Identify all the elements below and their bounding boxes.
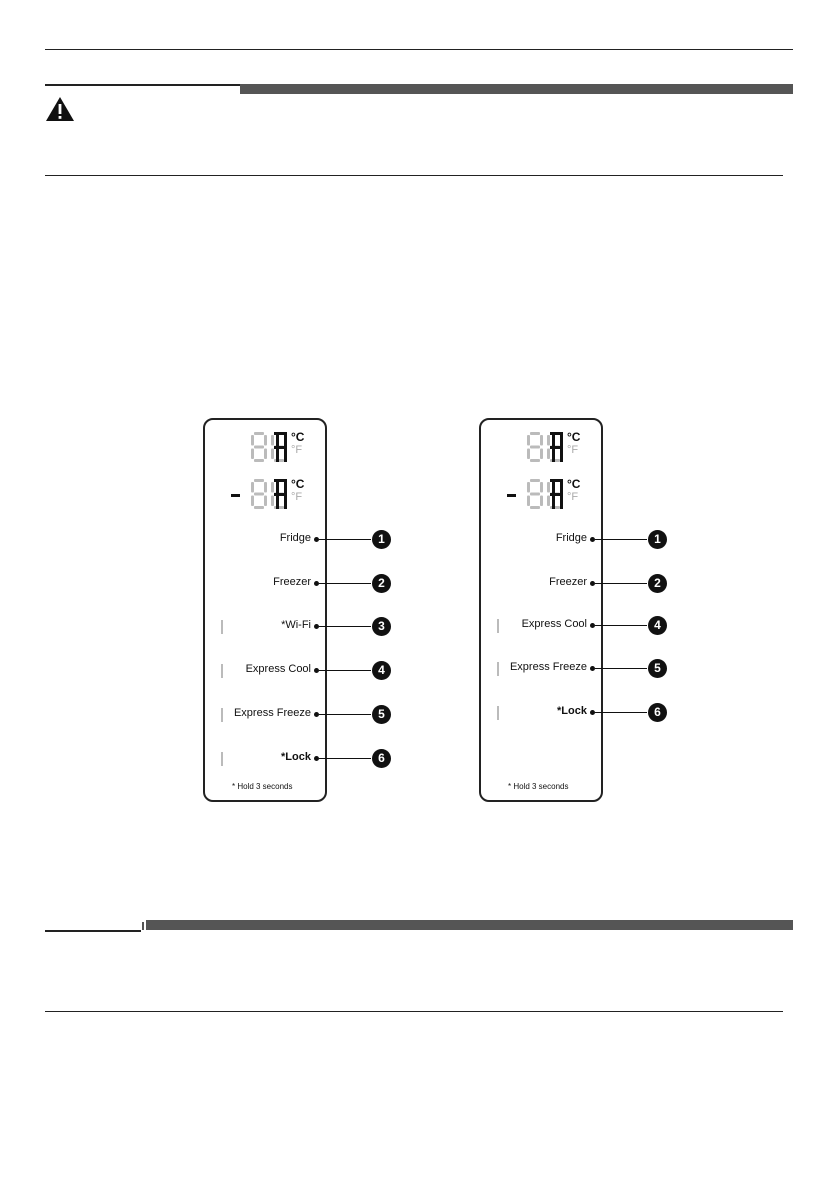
fahrenheit-unit: °F [291, 444, 303, 456]
note-section-tick [142, 922, 144, 930]
indicator-light [497, 662, 499, 676]
control-button-express-freeze[interactable] [205, 705, 403, 725]
callout-number-badge: 6 [648, 703, 667, 722]
button-label: *Wi-Fi [281, 619, 311, 631]
button-label: Express Cool [245, 663, 311, 675]
leader-line [319, 670, 371, 671]
note-section-rule [45, 930, 141, 932]
leader-line [595, 668, 647, 669]
control-button-freezer[interactable] [481, 574, 679, 594]
control-button-express-cool[interactable] [481, 616, 679, 636]
control-panel-without-wifi [479, 418, 661, 802]
indicator-light [497, 706, 499, 720]
button-label: *Lock [281, 751, 311, 763]
button-label: Freezer [549, 576, 587, 588]
leader-line [319, 714, 371, 715]
leader-line [319, 758, 371, 759]
control-button-express-cool[interactable] [205, 661, 403, 681]
indicator-light [221, 620, 223, 634]
callout-number-badge: 4 [372, 661, 391, 680]
header-rule [45, 49, 793, 50]
indicator-light [221, 664, 223, 678]
control-button-wi-fi[interactable] [205, 617, 403, 637]
fahrenheit-unit: °F [291, 491, 303, 503]
leader-line [595, 583, 647, 584]
control-button-express-freeze[interactable] [481, 659, 679, 679]
button-label: Express Freeze [509, 661, 587, 673]
callout-number-badge: 3 [372, 617, 391, 636]
callout-number-badge: 2 [648, 574, 667, 593]
minus-sign [507, 494, 516, 497]
minus-sign [231, 494, 240, 497]
celsius-unit: °C [291, 477, 305, 491]
celsius-unit: °C [567, 477, 581, 491]
leader-line [595, 625, 647, 626]
hold-note: * Hold 3 seconds [508, 782, 569, 791]
button-label: Express Freeze [233, 707, 311, 719]
control-panel-with-wifi [203, 418, 385, 802]
control-button-freezer[interactable] [205, 574, 403, 594]
celsius-unit: °C [291, 430, 305, 444]
freezer-temp-digits [205, 477, 325, 517]
fahrenheit-unit: °F [567, 491, 579, 503]
button-label: *Lock [557, 705, 587, 717]
indicator-light [497, 619, 499, 633]
warning-section-bar [240, 84, 793, 94]
fahrenheit-unit: °F [567, 444, 579, 456]
fridge-temp-digits [481, 430, 601, 470]
leader-line [319, 583, 371, 584]
indicator-light [221, 708, 223, 722]
note-section-bottom-rule [45, 1011, 783, 1012]
callout-number-badge: 5 [372, 705, 391, 724]
button-label: Fridge [555, 532, 587, 544]
leader-line [595, 539, 647, 540]
callout-number-badge: 6 [372, 749, 391, 768]
control-button-fridge[interactable] [481, 530, 679, 550]
leader-line [319, 626, 371, 627]
note-section-bar [146, 920, 793, 930]
warning-section-bottom-rule [45, 175, 783, 176]
hold-note: * Hold 3 seconds [232, 782, 293, 791]
control-button-lock[interactable] [481, 703, 679, 723]
fridge-temp-digits [205, 430, 325, 470]
callout-number-badge: 1 [372, 530, 391, 549]
warning-section-rule [45, 84, 240, 86]
button-label: Fridge [279, 532, 311, 544]
leader-line [595, 712, 647, 713]
control-button-fridge[interactable] [205, 530, 403, 550]
callout-number-badge: 1 [648, 530, 667, 549]
freezer-temp-digits [481, 477, 601, 517]
indicator-light [221, 752, 223, 766]
button-label: Express Cool [521, 618, 587, 630]
celsius-unit: °C [567, 430, 581, 444]
callout-number-badge: 5 [648, 659, 667, 678]
control-button-lock[interactable] [205, 749, 403, 769]
leader-line [319, 539, 371, 540]
button-label: Freezer [273, 576, 311, 588]
warning-triangle-icon [45, 96, 75, 122]
callout-number-badge: 2 [372, 574, 391, 593]
callout-number-badge: 4 [648, 616, 667, 635]
